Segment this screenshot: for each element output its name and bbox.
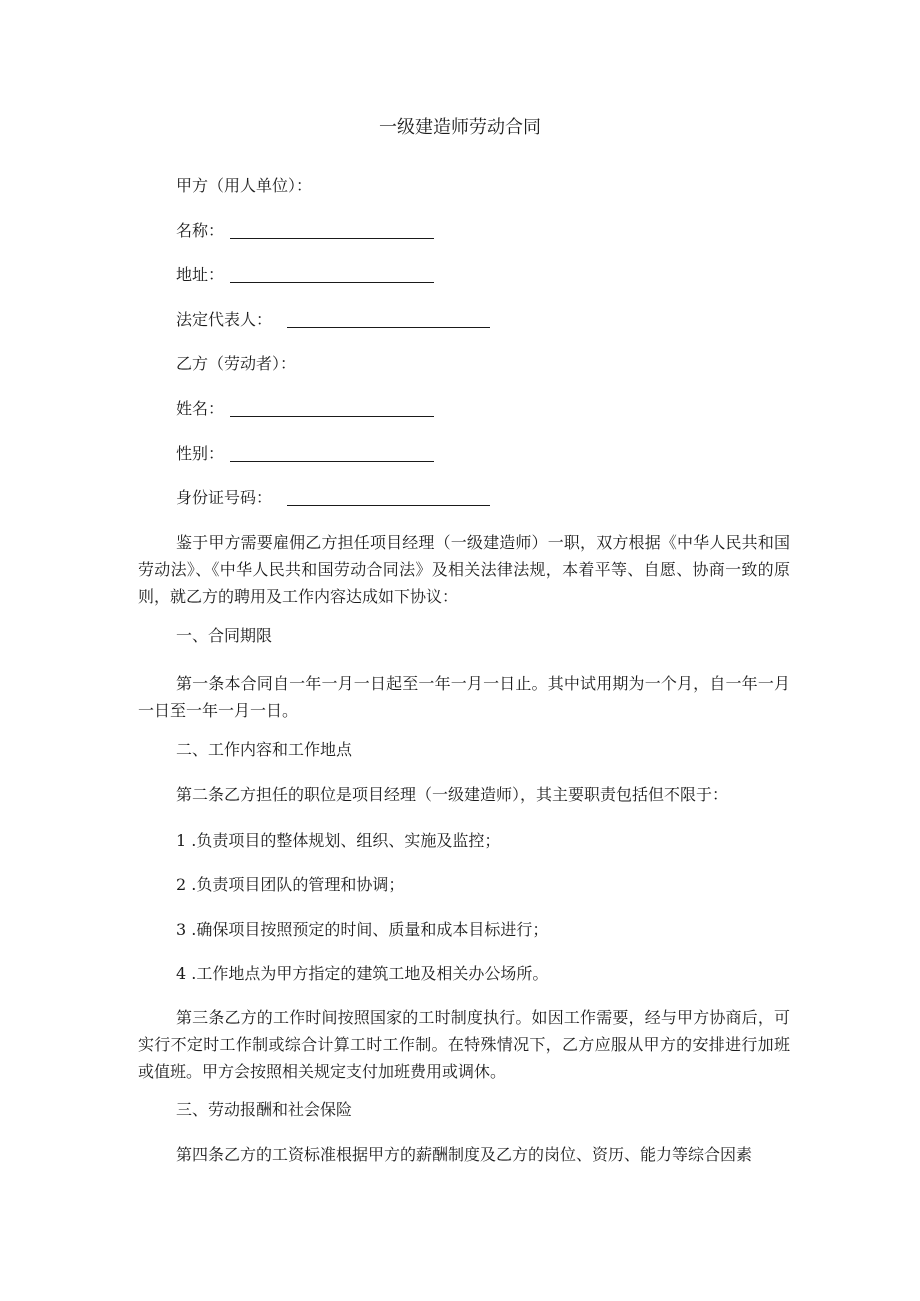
article-1-text: 第一条本合同自一年一月一日起至一年一月一日止。其中试用期为一个月，自一年一月一日至一年一月一日。: [138, 674, 790, 720]
section-3-title: 三、劳动报酬和社会保险: [176, 1100, 353, 1119]
party-b-gender-blank[interactable]: [230, 461, 434, 462]
party-b-id-blank[interactable]: [287, 505, 490, 506]
party-a-heading: 甲方（用人单位）：: [176, 176, 313, 195]
party-b-id-label: 身份证号码：: [176, 488, 273, 507]
party-b-gender-label: 性别：: [176, 444, 225, 463]
article-4-text: 第四条乙方的工资标准根据甲方的薪酬制度及乙方的岗位、资历、能力等综合因素: [176, 1145, 753, 1164]
party-a-legal-rep-blank[interactable]: [287, 327, 490, 328]
preamble-paragraph: [138, 529, 790, 610]
duty-item: 1 .负责项目的整体规划、组织、实施及监控；: [176, 831, 501, 850]
section-2-title: 二、工作内容和工作地点: [176, 740, 353, 759]
party-a-address-blank[interactable]: [230, 282, 434, 283]
party-a-name-blank[interactable]: [230, 238, 434, 239]
document-title: 一级建造师劳动合同: [379, 117, 541, 138]
duty-item: 4 .工作地点为甲方指定的建筑工地及相关办公场所。: [176, 964, 549, 983]
section-1-title: 一、合同期限: [176, 626, 273, 645]
article-1-paragraph: [138, 670, 790, 724]
party-b-name-label: 姓名：: [176, 399, 225, 418]
article-3-paragraph: [138, 1004, 790, 1085]
party-a-legal-rep-label: 法定代表人：: [176, 310, 273, 329]
duty-item: 2 .负责项目团队的管理和协调；: [176, 875, 405, 894]
article-2-text: 第二条乙方担任的职位是项目经理（一级建造师），其主要职责包括但不限于：: [176, 785, 729, 804]
party-a-address-label: 地址：: [176, 265, 225, 284]
party-b-name-blank[interactable]: [230, 416, 434, 417]
party-a-name-label: 名称：: [176, 221, 225, 240]
party-b-heading: 乙方（劳动者）：: [176, 354, 297, 373]
duty-item: 3 .确保项目按照预定的时间、质量和成本目标进行；: [176, 920, 549, 939]
article-3-text: 第三条乙方的工作时间按照国家的工时制度执行。如因工作需要，经与甲方协商后，可实行不定时工作制或综合计算工时工作制。在特殊情况下，乙方应服从甲方的安排进行加班或值班。甲方会按照相关规定支付加班费用或调休。: [138, 1008, 790, 1081]
preamble-text: 鉴于甲方需要雇佣乙方担任项目经理（一级建造师）一职，双方根据《中华人民共和国劳动法》、《中华人民共和国劳动合同法》及相关法律法规，本着平等、自愿、协商一致的原则，就乙方的聘用及工作内容达成如下协议：: [138, 533, 790, 606]
